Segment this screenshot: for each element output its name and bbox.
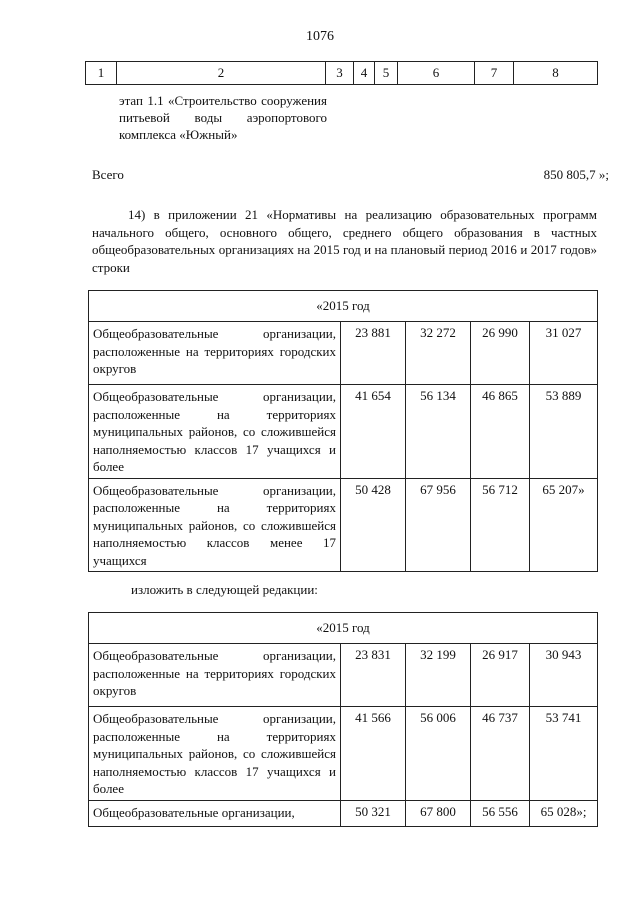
header-cell: 7 [475,62,514,85]
header-cell: 3 [326,62,354,85]
table-row [89,478,598,572]
row-value: 50 321 [341,800,406,826]
row-value: 65 028»; [530,800,598,826]
table-title: «2015 год [89,613,598,644]
column-header-table [85,61,598,85]
table-row [89,800,598,826]
instruction-text: изложить в следующей редакции: [131,582,318,597]
old-rates-table [88,290,598,572]
header-cell: 8 [514,62,598,85]
header-cell: 2 [117,62,326,85]
new-rates-table [88,612,598,827]
header-cell: 6 [398,62,475,85]
row-value: 31 027 [530,322,598,385]
row-value: 65 207» [530,478,598,572]
row-value: 41 566 [341,707,406,801]
row-value: 32 272 [406,322,471,385]
page-number: 1076 [306,29,334,44]
header-cell: 1 [86,62,117,85]
row-value: 30 943 [530,644,598,707]
row-value: 23 831 [341,644,406,707]
row-value: 50 428 [341,478,406,572]
row-value: 56 712 [471,478,530,572]
row-value: 56 134 [406,385,471,479]
row-value: 32 199 [406,644,471,707]
row-value: 41 654 [341,385,406,479]
table-title: «2015 год [89,291,598,322]
table-row [89,322,598,385]
row-name: Общеобразовательные организации, расположенные на территориях муниципальных районов, со сложившейся наполняемостью классов 17 учащихся и более [89,385,341,479]
table-row [89,385,598,479]
total-value: 850 805,7 »; [543,167,609,182]
total-row [92,167,609,185]
total-label: Всего [92,167,124,182]
row-value: 23 881 [341,322,406,385]
row-name: Общеобразовательные организации, расположенные на территориях городских округов [89,644,341,707]
table-row [89,644,598,707]
row-value: 26 917 [471,644,530,707]
row-value: 46 737 [471,707,530,801]
row-value: 53 741 [530,707,598,801]
row-value: 53 889 [530,385,598,479]
header-cell: 5 [375,62,398,85]
table-row [89,707,598,801]
stage-text: этап 1.1 «Строительство сооружения питьевой воды аэропортового комплекса «Южный» [119,93,327,142]
row-value: 56 556 [471,800,530,826]
row-name: Общеобразовательные организации, расположенные на территориях муниципальных районов, со сложившейся наполняемостью классов 17 учащихся и более [89,707,341,801]
row-value: 56 006 [406,707,471,801]
amendment-paragraph: 14) в приложении 21 «Нормативы на реализацию образовательных программ начального общего, основного общего, среднего общего образования в частных общеобразовательных организациях на 2015 год и на плановый период 2016 и 2017 годов» строки [92,207,597,275]
row-name: Общеобразовательные организации, расположенные на территориях муниципальных районов, со сложившейся наполняемостью классов менее 17 учащихся [89,478,341,572]
row-value: 46 865 [471,385,530,479]
header-cell: 4 [354,62,375,85]
row-name: Общеобразовательные организации, расположенные на территориях городских округов [89,322,341,385]
row-value: 26 990 [471,322,530,385]
row-value: 67 800 [406,800,471,826]
row-name: Общеобразовательные организации, [89,800,341,826]
row-value: 67 956 [406,478,471,572]
